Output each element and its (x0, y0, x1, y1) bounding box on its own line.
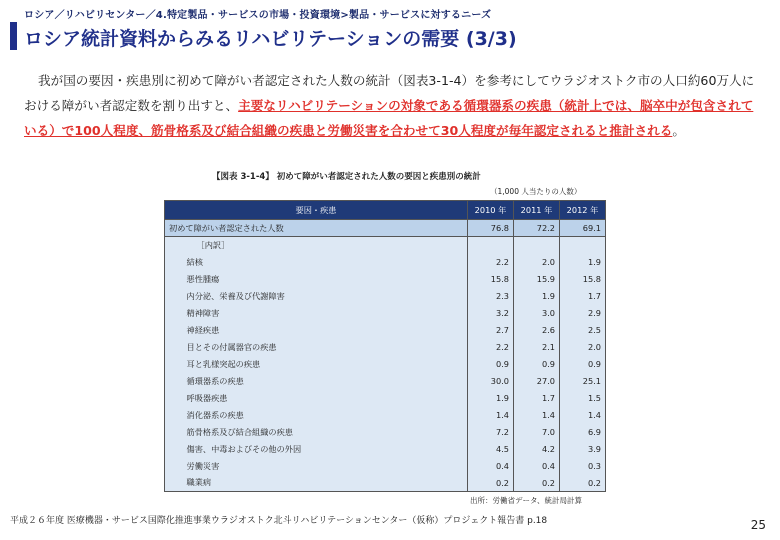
row-value-2010: 2.2 (468, 339, 514, 356)
total-2011: 72.2 (514, 220, 560, 237)
table-row (165, 288, 606, 305)
row-value-2011: 2.0 (514, 254, 560, 271)
row-value-2011: 1.4 (514, 407, 560, 424)
table-row (165, 254, 606, 271)
row-label: 耳と乳様突起の疾患 (183, 356, 468, 373)
row-label: 労働災害 (183, 458, 468, 475)
row-value-2010: 2.7 (468, 322, 514, 339)
table-row (165, 305, 606, 322)
breakdown-label: ［内訳］ (183, 237, 468, 254)
row-value-2010: 1.4 (468, 407, 514, 424)
row-value-2011: 15.9 (514, 271, 560, 288)
statistics-table (164, 200, 606, 492)
row-value-2012: 25.1 (560, 373, 606, 390)
table-row (165, 356, 606, 373)
table-row (165, 271, 606, 288)
row-value-2012: 2.0 (560, 339, 606, 356)
table-row (165, 407, 606, 424)
header-2011: 2011 年 (514, 201, 560, 220)
table-caption: 【図表 3-1-4】 初めて障がい者認定された人数の要因と疾患別の統計 (212, 172, 481, 182)
row-value-2011: 3.0 (514, 305, 560, 322)
highlighted-conclusion: 主要なリハビリテーションの対象である循環器系の疾患（統計上では、脳卒中が包含されている）で100人程度、筋骨格系及び結合組織の疾患と労働災害を合わせて30人程度が毎年認定されると推計される (24, 98, 754, 138)
page-title: ロシア統計資料からみるリハビリテーションの需要 (3/3) (24, 28, 517, 50)
row-label: 筋骨格系及び結合組織の疾患 (183, 424, 468, 441)
row-label: 循環器系の疾患 (183, 373, 468, 390)
row-value-2011: 0.2 (514, 475, 560, 492)
row-value-2011: 4.2 (514, 441, 560, 458)
footer-reference: 平成２６年度 医療機器・サービス国際化推進事業ウラジオストク北斗リハビリテーションセンター（仮称）プロジェクト報告書 p.18 (10, 516, 548, 526)
row-value-2011: 1.9 (514, 288, 560, 305)
row-value-2010: 4.5 (468, 441, 514, 458)
row-value-2012: 0.2 (560, 475, 606, 492)
row-value-2010: 30.0 (468, 373, 514, 390)
total-2012: 69.1 (560, 220, 606, 237)
page-number: 25 (750, 518, 766, 532)
row-value-2012: 1.9 (560, 254, 606, 271)
row-label: 傷害、中毒およびその他の外因 (183, 441, 468, 458)
row-value-2011: 0.9 (514, 356, 560, 373)
row-value-2010: 0.2 (468, 475, 514, 492)
paragraph-end: 。 (672, 123, 685, 138)
total-label: 初めて障がい者認定された人数 (165, 220, 468, 237)
table-row (165, 322, 606, 339)
total-row (165, 220, 606, 237)
header-category: 要因・疾患 (165, 201, 468, 220)
row-value-2010: 1.9 (468, 390, 514, 407)
row-value-2012: 0.9 (560, 356, 606, 373)
row-value-2010: 15.8 (468, 271, 514, 288)
row-value-2012: 1.4 (560, 407, 606, 424)
row-label: 神経疾患 (183, 322, 468, 339)
row-value-2011: 27.0 (514, 373, 560, 390)
breakdown-header-row (165, 237, 606, 254)
row-label: 結核 (183, 254, 468, 271)
header-2012: 2012 年 (560, 201, 606, 220)
header-2010: 2010 年 (468, 201, 514, 220)
row-value-2012: 1.7 (560, 288, 606, 305)
row-label: 内分泌、栄養及び代謝障害 (183, 288, 468, 305)
row-label: 職業病 (183, 475, 468, 492)
row-label: 精神障害 (183, 305, 468, 322)
table-row (165, 424, 606, 441)
row-value-2010: 7.2 (468, 424, 514, 441)
row-value-2011: 7.0 (514, 424, 560, 441)
row-value-2011: 2.1 (514, 339, 560, 356)
row-value-2010: 2.3 (468, 288, 514, 305)
table-unit-note: （1,000 人当たりの人数） (490, 187, 582, 196)
row-value-2010: 0.9 (468, 356, 514, 373)
table-row (165, 373, 606, 390)
row-label: 消化器系の疾患 (183, 407, 468, 424)
row-value-2012: 0.3 (560, 458, 606, 475)
row-value-2012: 6.9 (560, 424, 606, 441)
row-value-2012: 1.5 (560, 390, 606, 407)
table-row (165, 339, 606, 356)
row-value-2010: 2.2 (468, 254, 514, 271)
table-source: 出所：労働省データ、統計局計算 (470, 496, 583, 505)
row-value-2010: 3.2 (468, 305, 514, 322)
row-value-2012: 3.9 (560, 441, 606, 458)
body-paragraph (24, 68, 764, 143)
row-label: 目とその付属器官の疾患 (183, 339, 468, 356)
paragraph-text: 我が国の要因・疾患別に初めて障がい者認定された人数の統計（図表3-1-4）を参考にしてウラジオストク市の人口約60万人における障がい者認定数を割り出すと、 (24, 73, 755, 113)
row-value-2011: 0.4 (514, 458, 560, 475)
row-label: 呼吸器疾患 (183, 390, 468, 407)
row-value-2012: 2.9 (560, 305, 606, 322)
row-value-2012: 2.5 (560, 322, 606, 339)
row-value-2011: 1.7 (514, 390, 560, 407)
row-value-2010: 0.4 (468, 458, 514, 475)
breadcrumb: ロシア／リハビリセンター／4.特定製品・サービスの市場・投資環境>製品・サービスに対するニーズ (24, 10, 492, 21)
table-header-row (165, 201, 606, 220)
title-accent-bar (10, 22, 17, 50)
table-row (165, 441, 606, 458)
table-row (165, 458, 606, 475)
row-value-2012: 15.8 (560, 271, 606, 288)
total-2010: 76.8 (468, 220, 514, 237)
table-row (165, 390, 606, 407)
row-label: 悪性腫瘍 (183, 271, 468, 288)
table-row (165, 475, 606, 492)
row-value-2011: 2.6 (514, 322, 560, 339)
